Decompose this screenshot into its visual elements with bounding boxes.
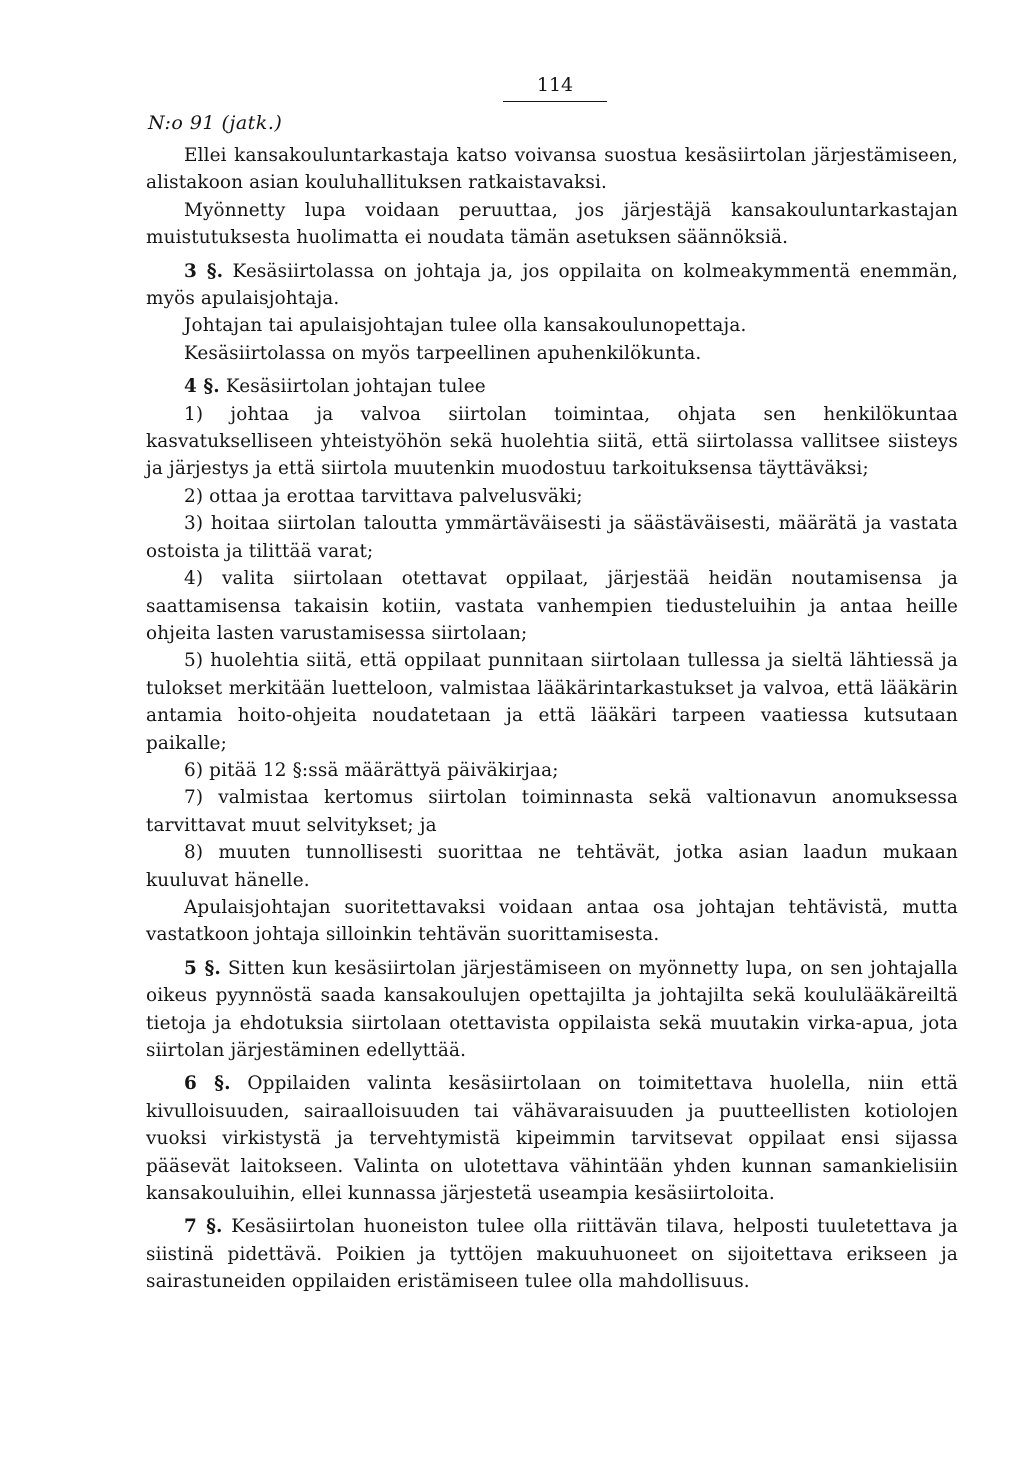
paragraph-text: Kesäsiirtolan huoneiston tulee olla riittävän tilava, helposti tuuletettava ja siistinä pidettävä. Poikien ja tyttöjen makuuhuoneet on sijoitettava erikseen ja sairastuneiden oppilaiden eristämiseen tulee olla mahdollisuus. xyxy=(146,1216,958,1293)
paragraph xyxy=(146,340,958,367)
paragraph-text: Sitten kun kesäsiirtolan järjestämiseen on myönnetty lupa, on sen johtajalla oikeus pyynnöstä saada kansakoulujen opettajilta ja johtajilta sekä koululääkäreiltä tietoja ja ehdotuksia siirtolaan otettavista oppilaista sekä muutakin virka-apua, jota siirtolan järjestäminen edellyttää. xyxy=(146,957,958,1061)
list-item xyxy=(146,757,958,784)
section-number: 5 §. xyxy=(184,957,221,979)
list-item xyxy=(146,510,958,565)
list-item xyxy=(146,784,958,839)
paragraph-text: 6) pitää 12 §:ssä määrättyä päiväkirjaa; xyxy=(184,759,559,781)
paragraph-text: 4) valita siirtolaan otettavat oppilaat, järjestää heidän noutamisensa ja saattamisensa takaisin kotiin, vastata vanhempien tiedusteluihin ja antaa heille ohjeita lasten varustamisessa siirtolaan; xyxy=(146,568,958,644)
paragraph-text: 8) muuten tunnollisesti suorittaa ne tehtävät, jotka asian laadun mukaan kuuluvat hänelle. xyxy=(146,842,958,891)
paragraph-text: 1) johtaa ja valvoa siirtolan toimintaa, ohjata sen henkilökuntaa kasvatukselliseen yhteistyöhön sekä huolehtia siitä, että siirtolassa vallitsee siisteys ja järjestys ja että siirtola muutenkin muodostuu tarkoituksensa täyttäväksi; xyxy=(146,403,958,480)
paragraph-text: Kesäsiirtolan johtajan tulee xyxy=(219,376,486,398)
section-number: 7 §. xyxy=(184,1216,223,1238)
list-item xyxy=(146,401,958,483)
paragraph xyxy=(146,1213,958,1295)
page-number-rule xyxy=(503,101,607,102)
paragraph-text: 2) ottaa ja erottaa tarvittava palvelusväki; xyxy=(184,485,583,507)
list-item xyxy=(146,647,958,757)
list-item xyxy=(146,565,958,647)
paragraph xyxy=(146,1070,958,1207)
section-number: 6 §. xyxy=(184,1073,231,1095)
section-number: 4 §. xyxy=(184,376,220,398)
paragraph-text: Oppilaiden valinta kesäsiirtolaan on toimitettava huolella, niin että kivulloisuuden, sairaalloisuuden tai vähävaraisuuden ja puutteellisten kotiolojen vuoksi virkistystä ja tervehtymistä kipeimmin tarvitsevat oppilaat ensi sijassa pääsevät laitokseen. Valinta on ulotettava vähintään yhden kunnan samankielisiin kansakouluihin, ellei kunnassa järjestetä useampia kesäsiirtoloita. xyxy=(146,1073,958,1205)
paragraph-text: Myönnetty lupa voidaan peruuttaa, jos järjestäjä kansakouluntarkastajan muistutuksesta huolimatta ei noudata tämän asetuksen säännöksiä. xyxy=(146,199,958,249)
list-item xyxy=(146,483,958,510)
paragraph-text: 7) valmistaa kertomus siirtolan toiminnasta sekä valtionavun anomuksessa tarvittavat muut selvitykset; ja xyxy=(146,787,958,836)
page-number: 114 xyxy=(536,74,574,96)
section-number: 3 §. xyxy=(184,260,224,282)
body-text xyxy=(146,142,958,1296)
paragraph xyxy=(146,197,958,252)
paragraph xyxy=(146,142,958,197)
paragraph-text: Ellei kansakouluntarkastaja katso voivansa suostua kesäsiirtolan järjestämiseen, alistakoon asian kouluhallituksen ratkaistavaksi. xyxy=(146,145,958,194)
paragraph xyxy=(146,894,958,949)
paragraph xyxy=(146,955,958,1065)
paragraph xyxy=(146,312,958,339)
paragraph-text: 5) huolehtia siitä, että oppilaat punnitaan siirtolaan tullessa ja sieltä lähtiessä ja tulokset merkitään luetteloon, valmistaa lääkärintarkastukset ja valvoa, että lääkärin antamia hoito-ohjeita noudatetaan ja että lääkäri tarpeen vaatiessa kutsutaan paikalle; xyxy=(146,650,958,754)
paragraph-text: Johtajan tai apulaisjohtajan tulee olla kansakoulunopettaja. xyxy=(184,315,747,337)
paragraph-text: Apulaisjohtajan suoritettavaksi voidaan antaa osa johtajan tehtävistä, mutta vastatkoon johtaja silloinkin tehtävän suorittamisesta. xyxy=(146,896,958,946)
paragraph-text: Kesäsiirtolassa on johtaja ja, jos oppilaita on kolmeakymmentä enemmän, myös apulaisjohtaja. xyxy=(146,260,958,310)
list-item xyxy=(146,839,958,894)
paragraph xyxy=(146,373,958,400)
paragraph-text: 3) hoitaa siirtolan taloutta ymmärtäväisesti ja säästäväisesti, määrätä ja vastata ostoista ja tilittää varat; xyxy=(146,513,958,562)
paragraph xyxy=(146,258,958,313)
statute-reference: N:o 91 (jatk.) xyxy=(148,112,283,134)
paragraph-text: Kesäsiirtolassa on myös tarpeellinen apuhenkilökunta. xyxy=(184,342,702,364)
